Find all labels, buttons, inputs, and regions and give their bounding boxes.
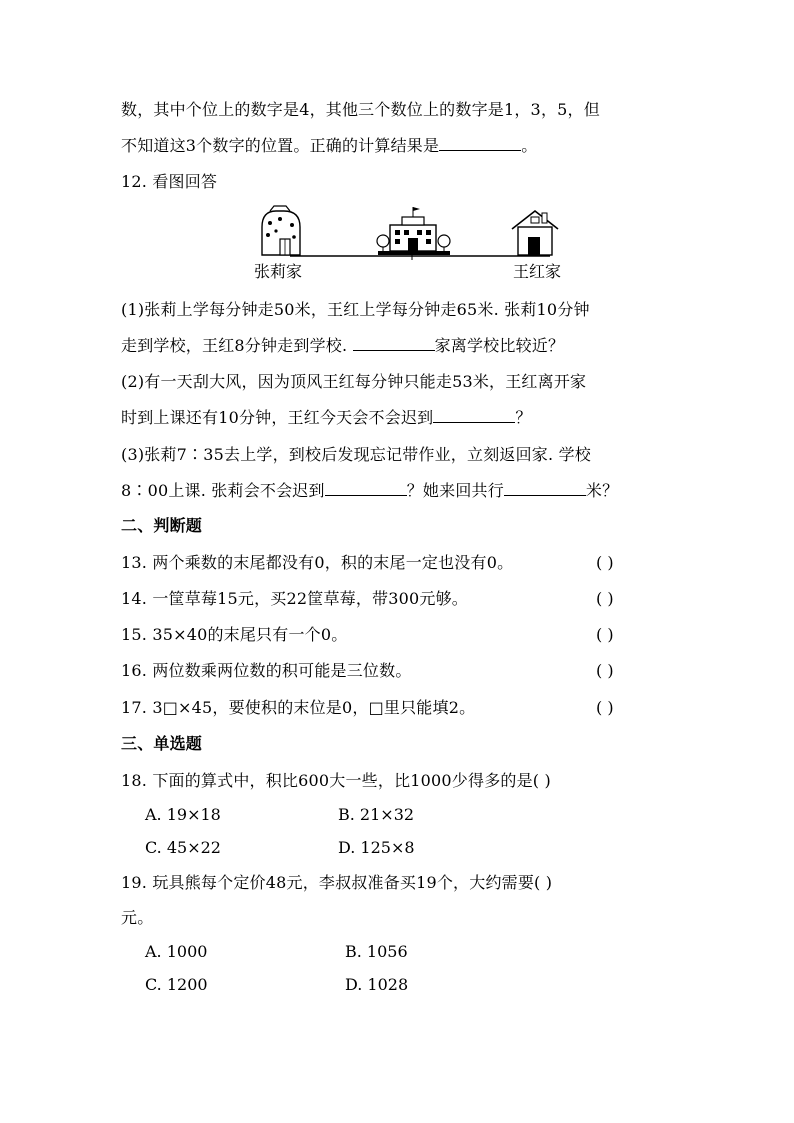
q18-option-a[interactable]: A. 19×18 <box>145 805 221 824</box>
route-diagram <box>250 205 580 265</box>
zhangli-home-label: 张莉家 <box>254 262 303 281</box>
q12-part3-blank-distance[interactable] <box>504 480 586 496</box>
q12-part2-text: 时到上课还有10分钟，王红今天会不会迟到 <box>121 408 434 427</box>
q19-option-b[interactable]: B. 1056 <box>345 942 408 961</box>
q12-part2-end: ？ <box>515 408 532 427</box>
section-3-title: 三、单选题 <box>121 734 203 753</box>
q12-part1-text: 走到学校，王红8分钟走到学校. <box>121 336 353 355</box>
q12-part3-mid: ？她来回共行 <box>406 481 504 500</box>
zhangli-house-icon <box>262 206 300 255</box>
q13-answer-paren[interactable]: ( ) <box>596 553 614 572</box>
q11-line-2 <box>121 135 537 156</box>
q12-part1-end: 家离学校比较近？ <box>434 336 565 355</box>
q18-stem: 18. 下面的算式中，积比600大一些，比1000少得多的是( ) <box>121 771 551 790</box>
q19-option-c[interactable]: C. 1200 <box>145 975 208 994</box>
q18-option-d[interactable]: D. 125×8 <box>338 838 415 857</box>
q14-answer-paren[interactable]: ( ) <box>596 589 614 608</box>
q14-text: 14. 一筐草莓15元，买22筐草莓，带300元够。 <box>121 589 468 608</box>
q19-stem-line1: 19. 玩具熊每个定价48元，李叔叔准备买19个，大约需要( ) <box>121 873 553 892</box>
q17-text: 17. 3□×45，要使积的末位是0，□里只能填2。 <box>121 698 476 717</box>
q17-answer-paren[interactable]: ( ) <box>596 698 614 717</box>
q12-part2-line2 <box>121 407 532 428</box>
q12-part2-blank[interactable] <box>433 407 515 423</box>
q18-option-b[interactable]: B. 21×32 <box>338 805 415 824</box>
q12-part1-line1: (1)张莉上学每分钟走50米，王红上学每分钟走65米. 张莉10分钟 <box>121 300 590 319</box>
q12-part1-line2 <box>121 335 564 356</box>
wanghong-home-label: 王红家 <box>513 262 562 281</box>
q11-answer-blank[interactable] <box>439 135 521 151</box>
q18-option-c[interactable]: C. 45×22 <box>145 838 221 857</box>
q16-answer-paren[interactable]: ( ) <box>596 661 614 680</box>
q11-text: 不知道这3个数字的位置。正确的计算结果是 <box>121 136 440 155</box>
section-2-title: 二、判断题 <box>121 516 203 535</box>
q11-end: 。 <box>521 136 538 155</box>
q12-part1-blank[interactable] <box>353 335 435 351</box>
q12-part3-blank-late[interactable] <box>325 480 407 496</box>
q19-option-d[interactable]: D. 1028 <box>345 975 409 994</box>
q12-part2-line1: (2)有一天刮大风，因为顶风王红每分钟只能走53米，王红离开家 <box>121 372 587 391</box>
q15-text: 15. 35×40的末尾只有一个0。 <box>121 625 348 644</box>
q11-line-1: 数，其中个位上的数字是4，其他三个数位上的数字是1，3，5，但 <box>121 100 600 119</box>
q15-answer-paren[interactable]: ( ) <box>596 625 614 644</box>
q12-part3-line2 <box>121 480 618 501</box>
q19-option-a[interactable]: A. 1000 <box>145 942 208 961</box>
q12-part3-end: 米？ <box>585 481 619 500</box>
q12-part3-text: 8∶00上课. 张莉会不会迟到 <box>121 481 325 500</box>
q13-text: 13. 两个乘数的末尾都没有0，积的末尾一定也没有0。 <box>121 553 514 572</box>
wanghong-house-icon <box>512 211 558 255</box>
q12-part3-line1: (3)张莉7∶35去上学，到校后发现忘记带作业，立刻返回家. 学校 <box>121 445 591 464</box>
q16-text: 16. 两位数乘两位数的积可能是三位数。 <box>121 661 412 680</box>
q19-stem-line2: 元。 <box>121 908 154 927</box>
school-icon <box>377 207 450 255</box>
q12-title: 12. 看图回答 <box>121 172 218 191</box>
